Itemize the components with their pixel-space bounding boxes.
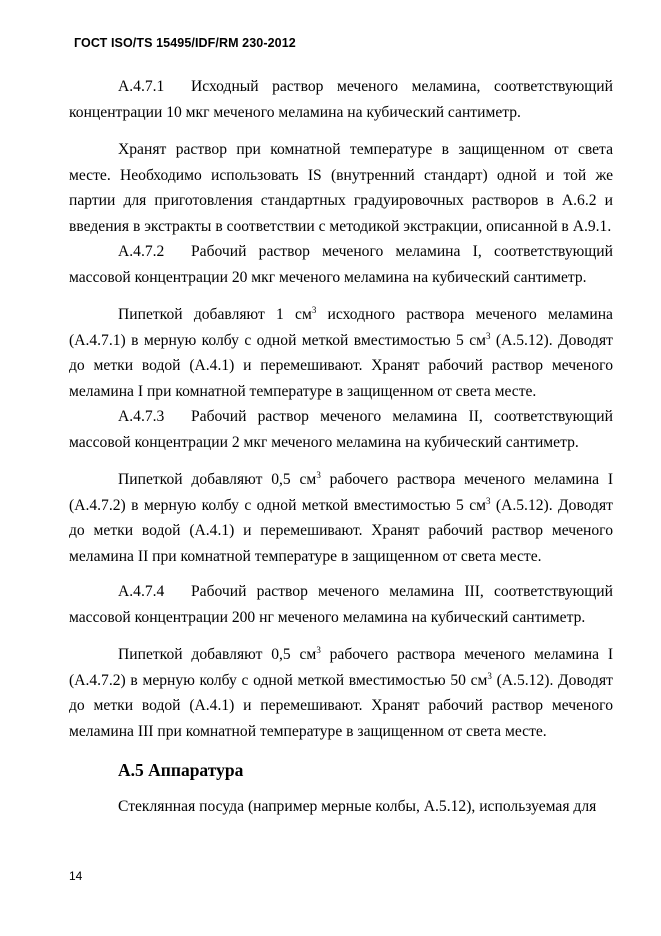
paragraph-prep-solution-i bbox=[69, 302, 613, 404]
superscript-3: 3 bbox=[316, 645, 321, 655]
text-segment: Пипеткой добавляют 0,5 см bbox=[118, 646, 317, 663]
text-segment: рабочего раствора меченого меламина I (А.4.7.2) в мерную колбу с одной меткой вместимостью 50 см bbox=[69, 646, 614, 689]
clause-number: А.4.7.4 bbox=[118, 583, 165, 600]
superscript-3: 3 bbox=[486, 330, 491, 341]
superscript-3: 3 bbox=[316, 470, 321, 480]
text-segment: Пипеткой добавляют 1 см bbox=[118, 306, 312, 323]
paragraph-text: Исходный раствор меченого меламина, соответствующий концентрации 10 мкг меченого меламина на кубический сантиметр. bbox=[69, 78, 613, 121]
superscript-3: 3 bbox=[487, 670, 492, 681]
clause-number: А.4.7.2 bbox=[118, 243, 165, 260]
paragraph-prep-solution-iii bbox=[69, 642, 613, 744]
paragraph-text: Рабочий раствор меченого меламина I, соответствующий массовой концентрации 20 мкг меченого меламина на кубический сантиметр. bbox=[69, 243, 613, 286]
text-segment: Пипеткой добавляют 0,5 см bbox=[118, 471, 317, 488]
text-segment: (А.5.12). Доводят до метки водой (А.4.1) и перемешивают. Хранят рабочий раствор меченого меламина I при комнатной температуре в защищенном от света месте. bbox=[69, 331, 613, 400]
paragraph-a-4-7-2 bbox=[69, 239, 613, 290]
text-segment: рабочего раствора меченого меламина I (А.4.7.2) в мерную колбу с одной меткой вместимостью 5 см bbox=[69, 471, 614, 514]
paragraph-text: Рабочий раствор меченого меламина III, соответствующий массовой концентрации 200 нг меченого меламина на кубический сантиметр. bbox=[69, 583, 613, 626]
paragraph-a-4-7-3 bbox=[69, 404, 613, 455]
paragraph-glassware: Стеклянная посуда (например мерные колбы, А.5.12), используемая для bbox=[118, 798, 597, 815]
page-number: 14 bbox=[69, 869, 83, 883]
clause-number: А.4.7.1 bbox=[118, 78, 165, 95]
text-segment: исходного раствора меченого меламина (А.4.7.1) в мерную колбу с одной меткой вместимостью 5 см bbox=[69, 306, 613, 349]
paragraph-storage-stock: Хранят раствор при комнатной температуре в защищенном от света месте. Необходимо использовать IS (внутренний стандарт) одной и той же партии для приготовления стандартных градуировочных растворов в А.6.2 и введения в экстракты в соответствии с методикой экстракции, описанной в А.9.1. bbox=[69, 141, 613, 235]
text-segment: (А.5.12). Доводят до метки водой (А.4.1) и перемешивают. Хранят рабочий раствор меченого меламина II при комнатной температуре в защищенном от света месте. bbox=[69, 496, 613, 565]
paragraph-a-4-7-1 bbox=[69, 74, 613, 125]
paragraph-prep-solution-ii bbox=[69, 467, 613, 569]
superscript-3: 3 bbox=[486, 495, 491, 506]
text-segment: (А.5.12). Доводят до метки водой (А.4.1) и перемешивают. Хранят рабочий раствор меченого меламина III при комнатной температуре в защищенном от света месте. bbox=[69, 671, 613, 740]
document-header: ГОСТ ISO/TS 15495/IDF/RM 230-2012 bbox=[74, 36, 296, 50]
document-body bbox=[69, 74, 613, 820]
paragraph-text: Рабочий раствор меченого меламина II, соответствующий массовой концентрации 2 мкг меченого меламина на кубический сантиметр. bbox=[69, 408, 613, 451]
clause-number: А.4.7.3 bbox=[118, 408, 165, 425]
section-heading-a-5: А.5 Аппаратура bbox=[118, 760, 244, 780]
superscript-3: 3 bbox=[311, 305, 317, 315]
paragraph-a-4-7-4 bbox=[69, 579, 613, 630]
